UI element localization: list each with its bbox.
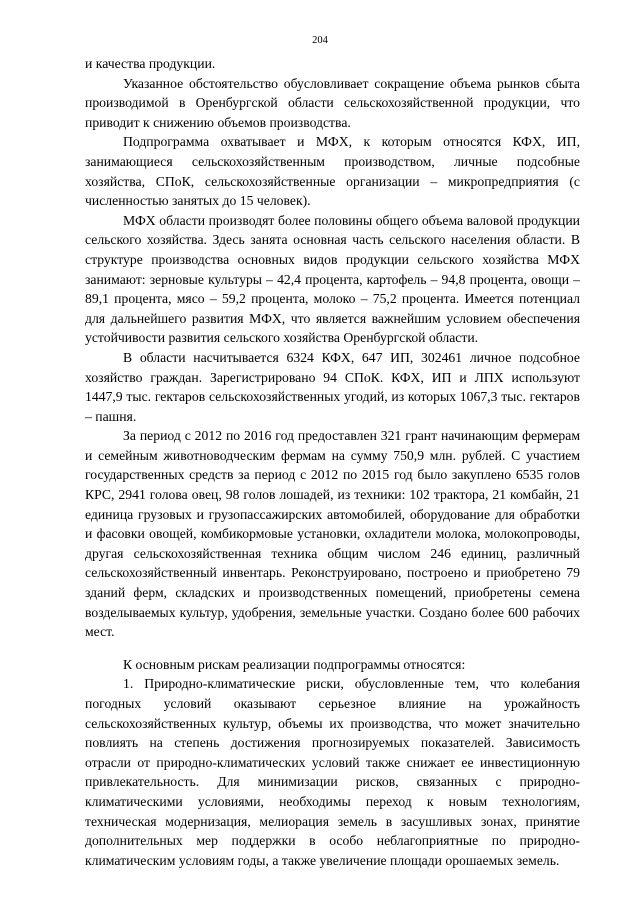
body-text bbox=[85, 54, 580, 870]
paragraph-risks-heading: К основным рискам реализации подпрограммы относятся: bbox=[123, 656, 466, 672]
paragraph-subprogram-scope: Подпрограмма охватывает и МФХ, к которым относятся КФХ, ИП, занимающиеся сельскохозяйственным производством, личные подсобные хозяйства, СПоК, сельскохозяйственные организации – микропредприятия (с численностью занятых до 15 человек). bbox=[85, 134, 580, 209]
page-number: 204 bbox=[312, 35, 328, 46]
paragraph-farm-counts: В области насчитывается 6324 КФХ, 647 ИП, 302461 личное подсобное хозяйство граждан. Зарегистрировано 94 СПоК. КФХ, ИП и ЛПХ используют 1447,9 тыс. гектаров сельскохозяйственных угодий, из которых 1067,3 тыс. гектаров – пашня. bbox=[85, 349, 580, 424]
paragraph-mfh-share: МФХ области производят более половины общего объема валовой продукции сельского хозяйства. Здесь занята основная часть сельского населения области. В структуре производства основных видов продукции сельского хозяйства МФХ занимают: зерновые культуры – 42,4 процента, картофель – 94,8 процента, овощи – 89,1 процента, мясо – 59,2 процента, молоко – 75,2 процента. Имеется потенциал для дальнейшего развития МФХ, что является важнейшим условием обеспечения устойчивости развития сельского хозяйства Оренбургской области. bbox=[85, 212, 580, 346]
paragraph-grants: За период с 2012 по 2016 год предоставлен 321 грант начинающим фермерам и семейным животноводческим фермам на сумму 750,9 млн. рублей. С участием государственных средств за период с 2012 по 2015 год было закуплено 6535 голов КРС, 2941 голова овец, 98 голов лошадей, из техники: 102 трактора, 21 комбайн, 21 единица грузовых и грузопассажирских автомобилей, оборудование для обработки и фасовки овощей, комбикормовые установки, охладители молока, молокопроводы, другая сельскохозяйственная техника общим числом 246 единиц, различный сельскохозяйственный инвентарь. Реконструировано, построено и приобретено 79 зданий ферм, складских и производственных помещений, приобретены семена возделываемых культур, удобрения, земельные участки. Создано более 600 рабочих мест. bbox=[85, 428, 580, 640]
paragraph-climate-risks: 1. Природно-климатические риски, обусловленные тем, что колебания погодных условий оказывают серьезное влияние на урожайность сельскохозяйственных культур, объемы их производства, что может значительно повлиять на степень достижения прогнозируемых показателей. Зависимость отрасли от природно-климатических условий также снижает ее инвестиционную привлекательность. Для минимизации рисков, связанных с природно-климатическими условиями, необходимы переход к новым технологиям, техническая модернизация, мелиорация земель в засушливых зонах, принятие дополнительных мер поддержки в особо неблагоприятные по природно-климатическим условиям годы, а также увеличение площади орошаемых земель. bbox=[85, 676, 580, 868]
paragraph-continuation: и качества продукции. bbox=[85, 56, 216, 71]
paragraph-market-reduction: Указанное обстоятельство обусловливает сокращение объема рынков сбыта производимой в Оренбургской области сельскохозяйственной продукции, что приводит к снижению объемов производства. bbox=[85, 75, 580, 130]
